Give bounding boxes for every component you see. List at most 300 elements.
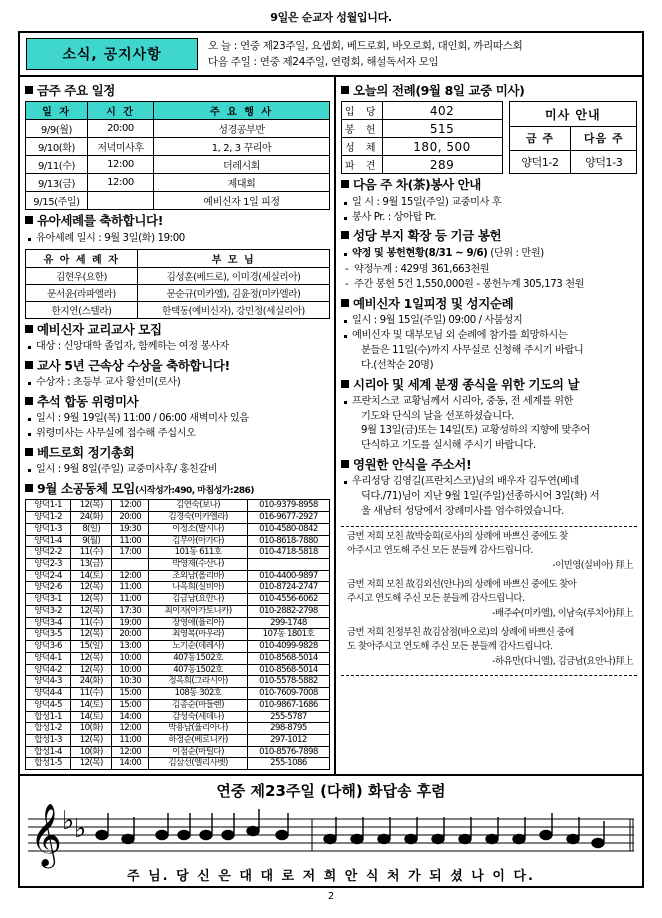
condolence-signature: -배주수(미카엘), 이남숙(루치아)拜上 — [492, 607, 633, 619]
list-item: 일 시 : 9월 15일(주일) 교중미사 후 — [341, 196, 637, 211]
bullet-square-icon — [25, 361, 33, 369]
baptism-col-child: 유 아 세 례 자 — [26, 249, 138, 267]
table-cell: 한지연(스텔라) — [26, 301, 138, 318]
table-row — [26, 582, 330, 594]
table-row — [26, 688, 330, 700]
notice-next-text: : 연중 제24주일, 연령회, 해설독서자 모임 — [253, 56, 439, 68]
table-row — [26, 284, 330, 301]
bulletin-frame — [18, 31, 644, 776]
mass-val-thisweek: 양덕1-2 — [509, 150, 571, 174]
table-cell: 12(목) — [71, 664, 112, 676]
table-cell: 양덕4-4 — [26, 688, 71, 700]
table-cell: 10:30 — [112, 676, 149, 688]
mass-guide-table — [509, 101, 637, 174]
condolence-block — [341, 526, 637, 677]
notice-badge: 소식, 공지사항 — [26, 38, 198, 70]
table-cell: 김현우(요한) — [26, 267, 138, 284]
table-cell: 양덕3-5 — [26, 629, 71, 641]
table-cell: 12:00 — [112, 570, 149, 582]
table-cell: 13:00 — [112, 641, 149, 653]
table-cell: 합성1-1 — [26, 711, 71, 723]
table-cell: 010-8724-2747 — [247, 582, 329, 594]
condolence-line: 아주시고 연도해 주신 모든 분들께 감사드립니다. — [347, 545, 534, 557]
table-cell: 장영애(율리아) — [149, 617, 248, 629]
table-row — [26, 594, 330, 606]
table-row — [26, 641, 330, 653]
table-cell: 양덕3-6 — [26, 641, 71, 653]
table-cell: 성 체 — [342, 138, 383, 156]
bullet-square-icon — [341, 180, 349, 188]
table-row — [26, 156, 330, 174]
list-item: - 주간 봉헌 5건 1,550,000원 - 봉헌누계 305,173 천원 — [341, 278, 637, 293]
list-item: 우리성당 김영길(프란치스코)님의 배우자 김두연(베네 — [341, 475, 637, 490]
list-item: 수상자 : 초등부 교사 황선미(로사) — [25, 376, 330, 391]
table-cell: 10(화) — [71, 746, 112, 758]
page-headline: 9일은 순교자 성월입니다. — [270, 11, 392, 24]
list-item: 딕다./71)님이 지난 9월 1일(주일)선종하시어 3일(화) 서 — [361, 491, 600, 503]
table-cell: 15:00 — [112, 688, 149, 700]
table-cell: 289 — [382, 156, 502, 174]
section-heading-rest — [341, 458, 637, 472]
table-cell: 12:00 — [112, 746, 149, 758]
section-heading-schedule — [25, 84, 330, 98]
mass-col-thisweek: 금 주 — [509, 127, 571, 151]
table-row — [26, 558, 330, 570]
list-item: - 약정누계 : 429명 361,663천원 — [341, 263, 637, 278]
smallgroup-table-body — [26, 500, 330, 770]
section-heading-retreat — [341, 297, 637, 311]
schedule-table-body — [26, 120, 330, 210]
liturgy-tables — [341, 101, 637, 174]
table-cell: 19:30 — [112, 523, 149, 535]
table-cell: 봉 헌 — [342, 120, 383, 138]
table-cell: 010-4718-5818 — [247, 547, 329, 559]
mass-table-body — [509, 102, 636, 174]
table-cell: 합성1-3 — [26, 735, 71, 747]
list-item: 분들은 11일(수)까지 사무실로 신청해 주시기 바랍니 — [361, 344, 584, 356]
table-row — [26, 192, 330, 210]
table-row — [509, 127, 636, 151]
mass-val-nextweek: 양덕1-3 — [571, 150, 637, 174]
table-cell: 010-8618-7880 — [247, 535, 329, 547]
table-cell: 양덕1-1 — [26, 500, 71, 512]
flat-icon: ♭ — [74, 814, 87, 844]
table-cell: 515 — [382, 120, 502, 138]
section-heading-fund — [341, 229, 637, 243]
table-cell: 10(화) — [71, 723, 112, 735]
section-heading-memorial — [25, 395, 330, 409]
table-cell: 감성숙(세데나) — [149, 711, 248, 723]
table-cell: 김무아(아가다) — [149, 535, 248, 547]
right-column — [336, 77, 642, 776]
table-cell: 한택동(예비신자), 강민정(세실리아) — [138, 301, 330, 318]
notice-today-label: 오 늘 — [208, 39, 231, 52]
bullet-square-icon — [25, 325, 33, 333]
table-cell: 14:00 — [112, 711, 149, 723]
table-cell: 010-2882-2798 — [247, 605, 329, 617]
table-cell: 108동 302호 — [149, 688, 248, 700]
table-cell: 김성훈(베드로), 이미경(세실리아) — [138, 267, 330, 284]
table-cell: 최영복(마우라) — [149, 629, 248, 641]
table-cell: 9(월) — [71, 535, 112, 547]
table-cell: 14(토) — [71, 699, 112, 711]
table-cell: 김금남(요안나) — [149, 594, 248, 606]
table-cell: 12(목) — [71, 605, 112, 617]
table-cell: 17:30 — [112, 605, 149, 617]
list-item: 기도와 단식의 날을 선포하셨습니다. — [361, 410, 514, 422]
bullet-square-icon — [341, 86, 349, 94]
schedule-col-event: 주 요 행 사 — [154, 102, 330, 120]
section-heading-syria — [341, 378, 637, 392]
bullet-square-icon — [341, 231, 349, 239]
notice-today-text: : 연중 제23주일, 요셉회, 베드로회, 바오로회, 대인회, 까리따스회 — [233, 39, 523, 52]
table-cell: 12:00 — [88, 174, 154, 192]
table-cell: 24(화) — [71, 512, 112, 524]
baptism-table-body — [26, 267, 330, 318]
table-row — [26, 652, 330, 664]
table-cell: 010-8576-7898 — [247, 746, 329, 758]
table-cell: 12(목) — [71, 735, 112, 747]
table-cell: 양덕3-4 — [26, 617, 71, 629]
table-cell: 14(토) — [71, 570, 112, 582]
table-cell: 14(토) — [71, 711, 112, 723]
section-heading-liturgy — [341, 84, 637, 98]
table-cell: 조외남(올리바) — [149, 570, 248, 582]
table-cell: 11:00 — [112, 582, 149, 594]
table-cell: 파 견 — [342, 156, 383, 174]
table-cell: 12(목) — [71, 629, 112, 641]
list-item: 일시 : 9월 15일(주일) 09:00 / 사붐성지 — [341, 314, 637, 329]
memorial-bullets — [25, 412, 330, 442]
hymn-lyrics: 주 님. 당 신 은 대 대 로 저 희 안 식 처 가 되 셨 나 이 다. — [127, 869, 535, 884]
condolence-signature: -하유만(다니엘), 김금남(요안나)拜上 — [492, 655, 633, 667]
table-cell: 298-8795 — [247, 723, 329, 735]
fund-sub-unit: (단위 : 만원) — [490, 247, 544, 259]
table-cell: 김경숙(미카엘라) — [149, 512, 248, 524]
table-cell: 255-5787 — [247, 711, 329, 723]
table-cell: 양덕1-2 — [26, 512, 71, 524]
table-cell: 12:00 — [112, 723, 149, 735]
table-cell: 9/11(수) — [26, 156, 88, 174]
table-cell: 김삼선(엘리사벳) — [149, 758, 248, 770]
condolence-signature: -이민영(실비아) 拜上 — [552, 560, 633, 571]
table-row — [26, 699, 330, 711]
table-cell: 10:00 — [112, 652, 149, 664]
condolence-line: 금번 저희 모친 故김외선(안나)의 상례에 바쁘신 중에도 찾아 — [347, 578, 577, 590]
table-cell: 20:00 — [88, 120, 154, 138]
baptism-bullets — [25, 232, 330, 247]
table-cell: 9/13(금) — [26, 174, 88, 192]
table-cell — [247, 558, 329, 570]
condolence-line: 금번 저희 모친 故박숭희(로사)의 상례에 바쁘신 중에도 찾 — [347, 530, 568, 542]
table-cell: 15:00 — [112, 699, 149, 711]
condolence-line: 주시고 연도해 주신 모든 분들께 감사드립니다. — [347, 593, 525, 605]
table-cell: 9/9(월) — [26, 120, 88, 138]
list-item: 단식하고 기도를 실시해 주시기 바랍니다. — [361, 440, 536, 452]
table-cell: 19:00 — [112, 617, 149, 629]
list-item: 9월 13일(금)또는 14일(토) 교황성하의 지향에 맞추어 — [361, 425, 590, 437]
bullet-square-icon — [25, 216, 33, 224]
list-item: 다.(선착순 20명) — [361, 359, 434, 371]
baptism-table — [25, 249, 330, 319]
table-cell: 010-4580-0842 — [247, 523, 329, 535]
smallgroup-heading-sub: (시작성가:490, 마침성가:286) — [134, 485, 255, 496]
peter-bullets — [25, 463, 330, 478]
table-cell: 010-9867-1686 — [247, 699, 329, 711]
table-cell: 11:00 — [112, 594, 149, 606]
bullet-square-icon — [341, 460, 349, 468]
table-cell: 8(일) — [71, 523, 112, 535]
table-row — [342, 120, 503, 138]
table-cell: 107동 1801호 — [247, 629, 329, 641]
schedule-col-date: 일 자 — [26, 102, 88, 120]
table-cell: 11(수) — [71, 617, 112, 629]
list-item: 대상 : 신앙대학 졸업자, 함께하는 여정 봉사자 — [25, 340, 330, 355]
table-cell: 12:00 — [88, 156, 154, 174]
table-cell: 24(화) — [71, 676, 112, 688]
table-cell: 최이자(아가토니카) — [149, 605, 248, 617]
table-cell: 12(목) — [71, 652, 112, 664]
table-cell: 11(수) — [71, 688, 112, 700]
list-item: 봉사 Pr. : 상아탑 Pr. — [341, 211, 637, 226]
notice-today-row — [208, 38, 642, 54]
table-cell: 010-8568-5014 — [247, 664, 329, 676]
section-heading-baptism — [25, 214, 330, 228]
table-cell: 010-4556-6062 — [247, 594, 329, 606]
baptism-col-parents: 부 모 님 — [138, 249, 330, 267]
content-columns — [20, 77, 642, 776]
fund-sub-bold: 약정 및 봉헌현황(8/31 ~ 9/6) — [352, 247, 488, 259]
table-row — [26, 711, 330, 723]
table-cell: 12:00 — [112, 500, 149, 512]
table-cell: 합성1-5 — [26, 758, 71, 770]
treble-clef-icon: 𝄞 — [30, 803, 62, 866]
table-cell: 문순규(미카엘), 김윤정(미카엘라) — [138, 284, 330, 301]
table-cell: 성경공부반 — [154, 120, 330, 138]
liturgy-hymn-table — [341, 101, 503, 174]
peter-heading-text: 베드로회 정기총회 — [37, 444, 135, 460]
table-cell: 11:00 — [112, 535, 149, 547]
table-cell: 299-1748 — [247, 617, 329, 629]
table-cell: 010-9379-8958 — [247, 500, 329, 512]
retreat-heading-text: 예비신자 1일피정 및 성지순례 — [353, 296, 514, 312]
table-cell: 문서윤(라파엘라) — [26, 284, 138, 301]
bullet-square-icon — [25, 448, 33, 456]
table-cell: 14:00 — [112, 758, 149, 770]
table-row — [26, 523, 330, 535]
table-row — [26, 629, 330, 641]
table-cell: 11:00 — [112, 735, 149, 747]
section-heading-catechist — [25, 323, 330, 337]
bullet-square-icon — [341, 299, 349, 307]
table-row — [342, 156, 503, 174]
table-cell — [112, 558, 149, 570]
table-cell: 박용남(율리아나) — [149, 723, 248, 735]
table-cell: 양덕4-5 — [26, 699, 71, 711]
retreat-bullets — [341, 314, 637, 373]
liturgy-table-body — [342, 102, 503, 174]
table-cell: 저녁미사후 — [88, 138, 154, 156]
table-cell: 입 당 — [342, 102, 383, 120]
list-item: 예비신자 및 대부모님 외 순례에 참가를 희망하시는 — [341, 329, 637, 344]
list-item: 울 새남터 성당에서 장례미사를 엄수하였습니다. — [361, 505, 565, 517]
left-column — [20, 77, 336, 776]
tea-heading-text: 다음 주 차(茶)봉사 안내 — [353, 177, 481, 193]
table-cell: 9/10(화) — [26, 138, 88, 156]
page-number: 2 — [327, 891, 335, 902]
flat-icon: ♭ — [62, 806, 75, 836]
section-heading-peter — [25, 446, 330, 460]
table-row — [26, 512, 330, 524]
fund-heading-text: 성당 부지 확장 등 기금 봉헌 — [353, 228, 502, 244]
list-item — [341, 247, 637, 262]
schedule-heading-text: 금주 주요 일정 — [37, 83, 115, 98]
syria-heading-text: 시리아 및 세계 분쟁 종식을 위한 기도의 날 — [353, 376, 580, 392]
table-cell: 10:00 — [112, 664, 149, 676]
table-row — [26, 174, 330, 192]
table-cell: 제대회 — [154, 174, 330, 192]
catechist-heading-text: 예비신자 교리교사 모집 — [37, 321, 162, 337]
table-cell: 101동 611호 — [149, 547, 248, 559]
table-row — [26, 664, 330, 676]
table-cell: 1, 2, 3 꾸리아 — [154, 138, 330, 156]
table-header-row — [26, 102, 330, 120]
hymn-block — [18, 776, 644, 888]
table-row — [509, 102, 636, 127]
tea-bullets — [341, 196, 637, 226]
table-cell: 양덕1-3 — [26, 523, 71, 535]
table-cell: 양덕2-6 — [26, 582, 71, 594]
section-heading-smallgroup — [25, 482, 330, 496]
table-cell: 15(일) — [71, 641, 112, 653]
baptism-heading-text: 유아세례를 축하합니다! — [37, 213, 164, 229]
table-cell: 016-9677-2927 — [247, 512, 329, 524]
table-cell: 402 — [382, 102, 502, 120]
table-cell: 김종순(마들렌) — [149, 699, 248, 711]
table-cell: 예비신자 1일 피정 — [154, 192, 330, 210]
table-cell: 김연숙(보나) — [149, 500, 248, 512]
catechist-bullets — [25, 340, 330, 355]
table-cell: 9/15(주일) — [26, 192, 88, 210]
schedule-col-time: 시 간 — [88, 102, 154, 120]
table-cell: 노기순(데레사) — [149, 641, 248, 653]
table-row — [26, 120, 330, 138]
table-row — [26, 535, 330, 547]
mass-col-nextweek: 다음 주 — [571, 127, 637, 151]
table-cell: 양덕2-2 — [26, 547, 71, 559]
section-heading-tea — [341, 178, 637, 192]
award-heading-text: 교사 5년 근속상 수상을 축하합니다! — [37, 357, 230, 373]
table-row — [26, 500, 330, 512]
table-cell: 11(수) — [71, 547, 112, 559]
table-cell: 더레시회 — [154, 156, 330, 174]
table-cell: 나옥희(실비아) — [149, 582, 248, 594]
table-cell: 양덕4-3 — [26, 676, 71, 688]
table-row — [26, 758, 330, 770]
table-cell: 양덕3-1 — [26, 594, 71, 606]
award-bullets — [25, 376, 330, 391]
table-row — [26, 301, 330, 318]
table-cell: 정옥희(그라시아) — [149, 676, 248, 688]
smallgroup-heading-text: 9월 소공동체 모임 — [37, 480, 135, 496]
table-cell: 12(목) — [71, 582, 112, 594]
table-cell: 297-1012 — [247, 735, 329, 747]
bullet-square-icon — [341, 380, 349, 388]
syria-bullets — [341, 395, 637, 454]
table-cell: 010-4099-9828 — [247, 641, 329, 653]
condolence-line: 도 찾아주시고 연도해 주신 모든 분들께 감사드립니다. — [347, 641, 553, 653]
table-row — [26, 676, 330, 688]
table-row — [26, 138, 330, 156]
table-row — [26, 746, 330, 758]
table-row — [26, 267, 330, 284]
condolence-line: 금번 저희 친정부친 故김삼점(바오로)의 상례에 바쁘신 중에 — [347, 626, 574, 638]
list-item: 프란치스코 교황님께서 시리아, 중동, 전 세계를 위한 — [341, 395, 637, 410]
list-item: 유아세례 일시 : 9월 3일(화) 19:00 — [25, 232, 330, 247]
table-cell: 255-1086 — [247, 758, 329, 770]
table-cell: 180, 500 — [382, 138, 502, 156]
mass-title: 미사 안내 — [509, 102, 636, 127]
table-cell: 13(금) — [71, 558, 112, 570]
table-cell: 17:00 — [112, 547, 149, 559]
table-cell: 이정소(발시나) — [149, 523, 248, 535]
table-cell: 010-7609-7008 — [247, 688, 329, 700]
table-row — [26, 605, 330, 617]
notice-lines — [202, 33, 642, 75]
memorial-heading-text: 추석 합동 위령미사 — [37, 393, 139, 409]
table-cell: 양덕1-4 — [26, 535, 71, 547]
table-row — [342, 102, 503, 120]
rest-bullets — [341, 475, 637, 519]
fund-lines — [341, 263, 637, 293]
schedule-table — [25, 101, 330, 210]
table-cell: 양덕4-2 — [26, 664, 71, 676]
table-row — [509, 150, 636, 174]
fund-bullets — [341, 247, 637, 262]
list-item: 일시 : 9월 19일(목) 11:00 / 06:00 새벽미사 있음 — [25, 412, 330, 427]
table-cell: 407동1502호 — [149, 664, 248, 676]
smallgroup-table — [25, 499, 330, 770]
table-cell: 010-4400-9897 — [247, 570, 329, 582]
table-row — [26, 547, 330, 559]
table-cell: 합성1-2 — [26, 723, 71, 735]
table-cell: 양덕2-4 — [26, 570, 71, 582]
table-cell: 양덕3-2 — [26, 605, 71, 617]
table-row — [26, 723, 330, 735]
table-cell: 010-8568-5014 — [247, 652, 329, 664]
table-row — [342, 138, 503, 156]
table-row — [26, 570, 330, 582]
table-cell — [88, 192, 154, 210]
notice-next-label: 다음 주일 — [208, 56, 251, 68]
table-cell: 12(목) — [71, 594, 112, 606]
bullet-square-icon — [25, 484, 33, 492]
table-cell: 양덕4-1 — [26, 652, 71, 664]
liturgy-heading-text: 오늘의 전례(9월 8일 교중 미사) — [353, 83, 525, 98]
hymn-title: 연중 제23주일 (다해) 화답송 후렴 — [216, 782, 446, 800]
table-cell: 407동1502호 — [149, 652, 248, 664]
table-cell: 010-5578-5882 — [247, 676, 329, 688]
notice-band — [20, 33, 642, 77]
section-heading-award — [25, 359, 330, 373]
table-cell: 이점순(마틸다) — [149, 746, 248, 758]
table-cell: 20:00 — [112, 629, 149, 641]
table-header-row — [26, 249, 330, 267]
bullet-square-icon — [25, 86, 33, 94]
table-cell: 20:00 — [112, 512, 149, 524]
table-cell: 박영재(수산나) — [149, 558, 248, 570]
list-item: 일시 : 9월 8일(주일) 교중미사후/ 홍친갈비 — [25, 463, 330, 478]
